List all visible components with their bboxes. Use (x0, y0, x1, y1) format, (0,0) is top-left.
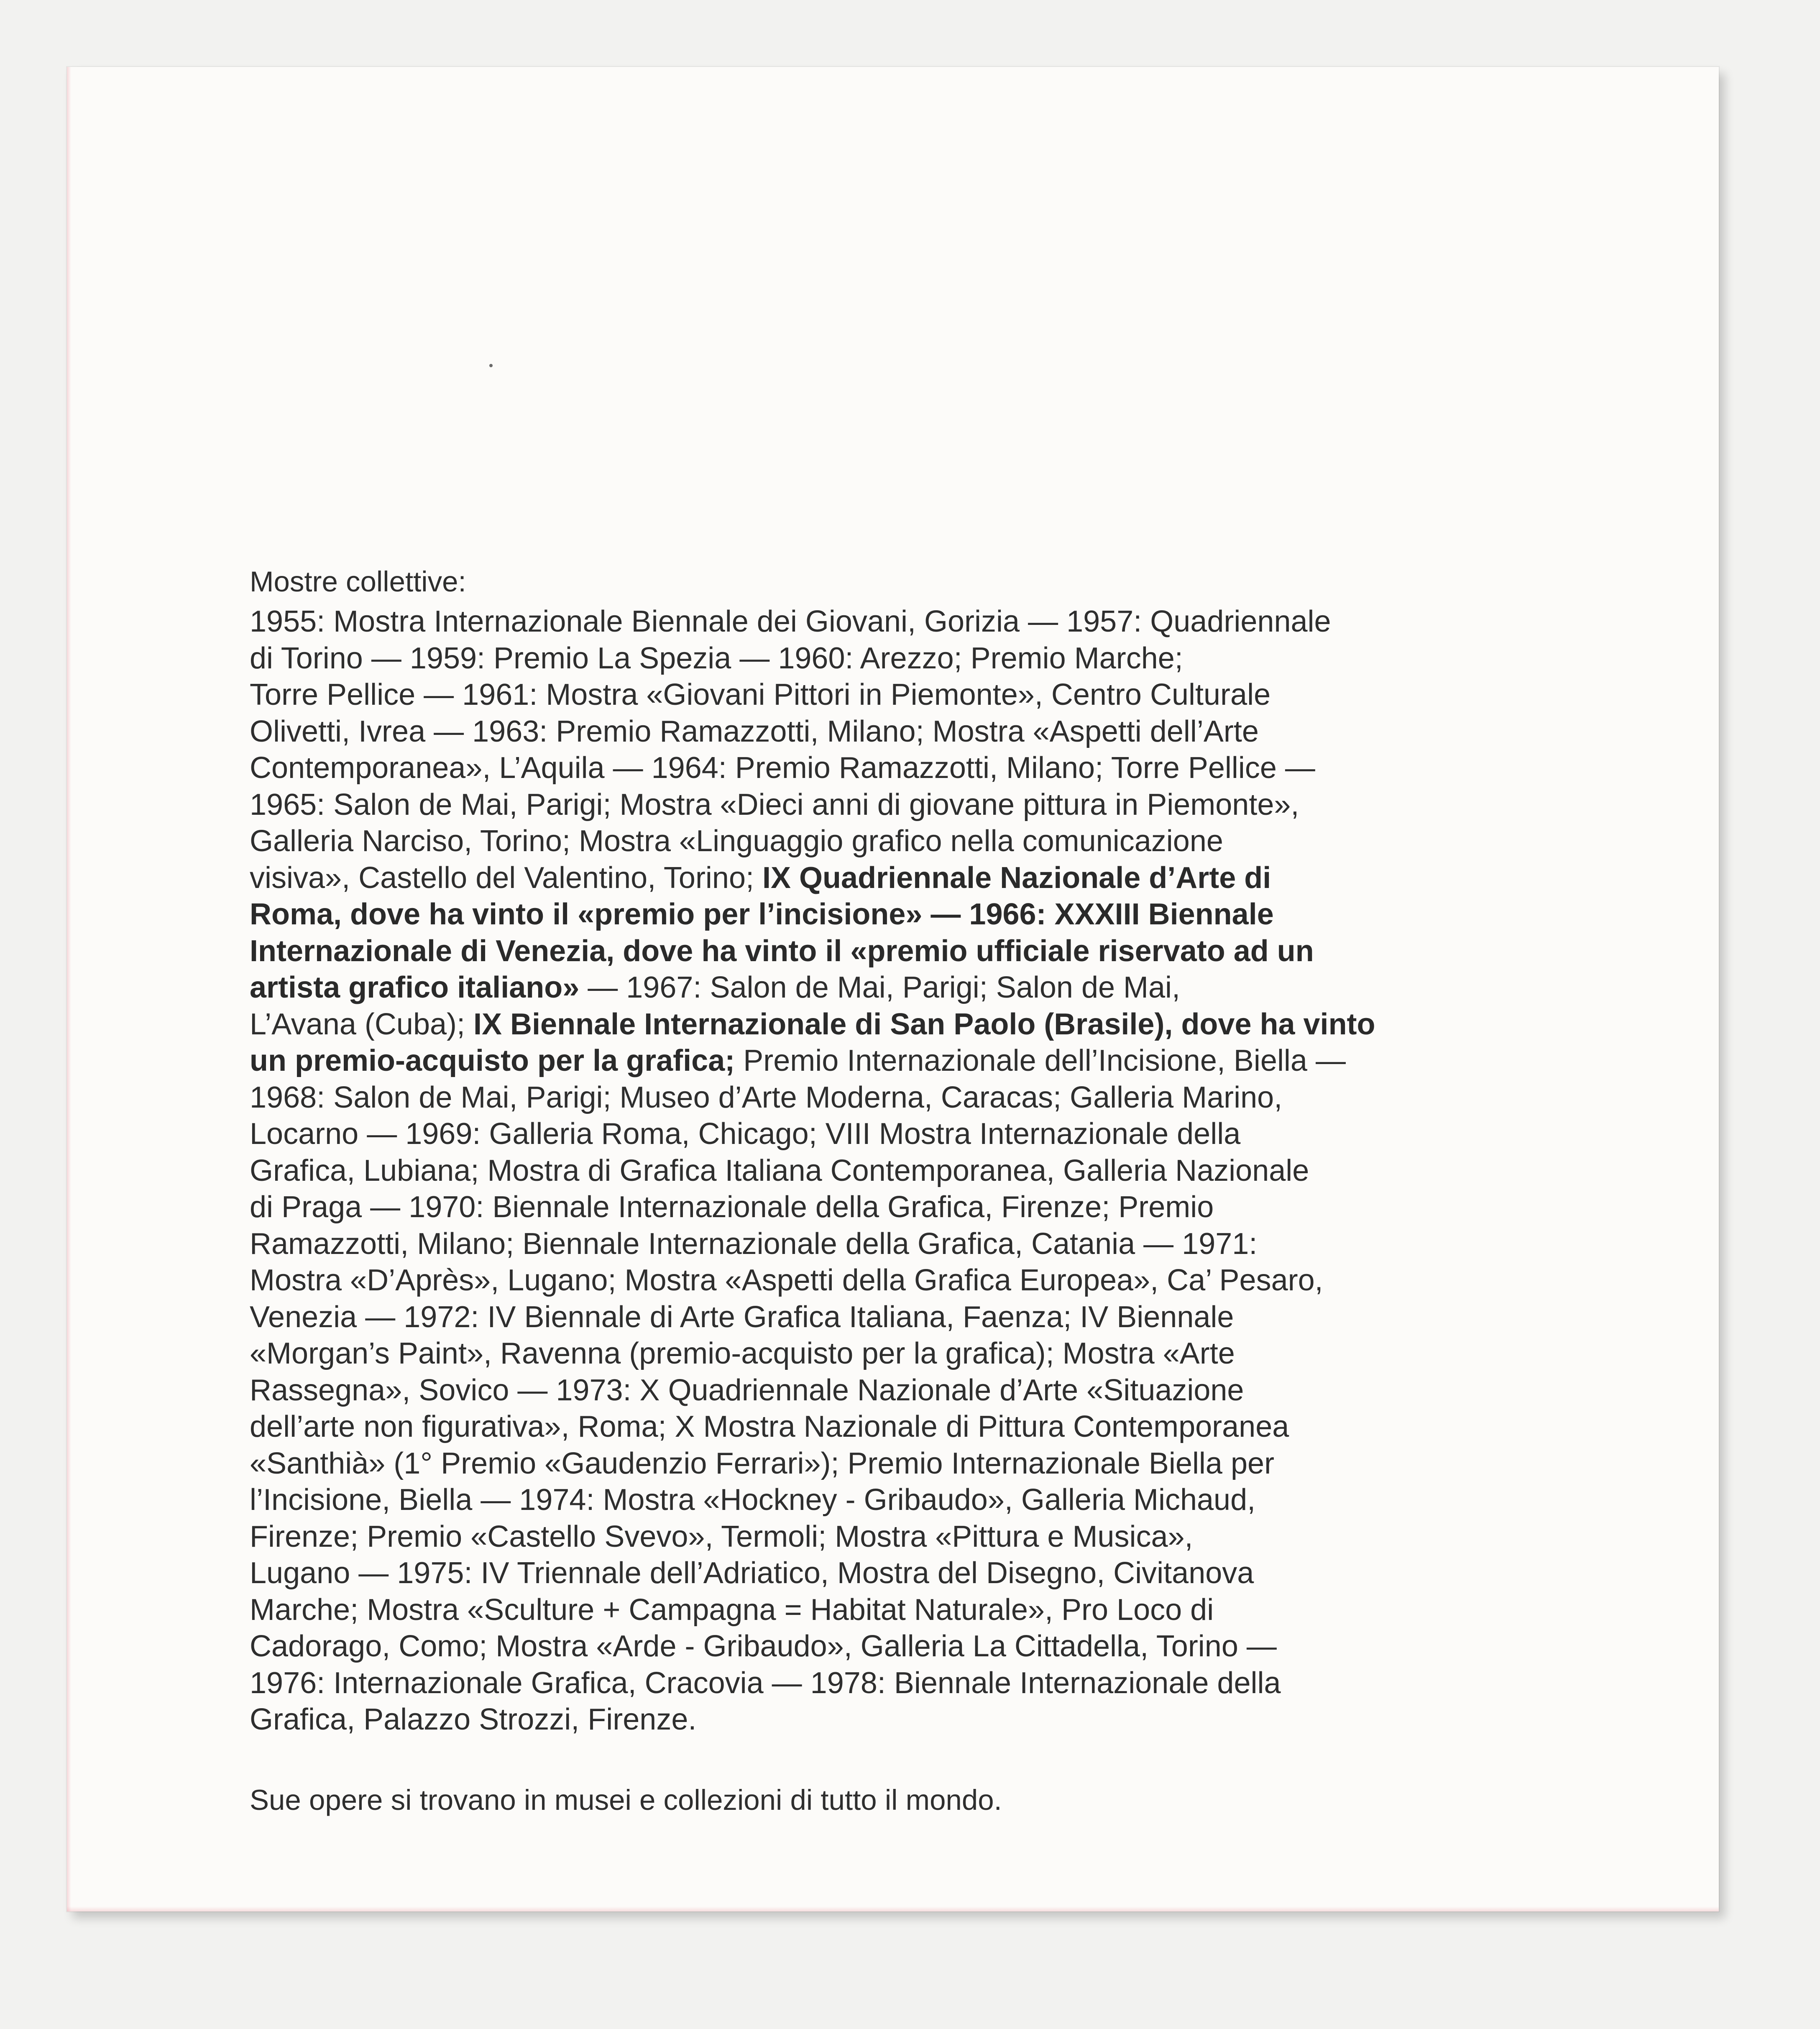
text-segment: Cadorago, Como; Mostra «Arde - Gribaudo», Galleria La Cittadella, Torino — (250, 1630, 1277, 1663)
text-line (250, 1372, 1638, 1409)
text-line (250, 1189, 1638, 1226)
text-segment: Locarno — 1969: Galleria Roma, Chicago; VIII Mostra Internazionale della (250, 1117, 1241, 1151)
bold-text-segment: IX Quadriennale Nazionale d’Arte di (762, 861, 1271, 895)
exhibitions-text-block (250, 563, 1638, 1819)
text-line (250, 933, 1638, 970)
text-line (250, 1519, 1638, 1556)
text-line (250, 714, 1638, 750)
paper-speck (489, 364, 493, 367)
text-line (250, 1701, 1638, 1738)
text-segment: Rassegna», Sovico — 1973: X Quadriennale Nazionale d’Arte «Situazione (250, 1373, 1244, 1407)
text-segment: «Santhià» (1° Premio «Gaudenzio Ferrari»); Premio Internazionale Biella per (250, 1446, 1275, 1480)
text-line (250, 677, 1638, 714)
text-line (250, 1262, 1638, 1299)
text-line (250, 1446, 1638, 1482)
closing-sentence: Sue opere si trovano in musei e collezioni di tutto il mondo. (250, 1783, 1002, 1816)
text-line (250, 1409, 1638, 1446)
section-heading: Mostre collettive: (250, 565, 466, 598)
bold-text-segment: IX Biennale Internazionale di San Paolo (Brasile), dove ha vinto (473, 1007, 1375, 1041)
text-segment: Marche; Mostra «Sculture + Campagna = Habitat Naturale», Pro Loco di (250, 1593, 1214, 1627)
text-segment: Grafica, Lubiana; Mostra di Grafica Italiana Contemporanea, Galleria Nazionale (250, 1154, 1309, 1187)
text-segment: 1965: Salon de Mai, Parigi; Mostra «Dieci anni di giovane pittura in Piemonte», (250, 788, 1299, 821)
text-line (250, 1592, 1638, 1629)
text-segment: visiva», Castello del Valentino, Torino; (250, 861, 763, 895)
text-segment: Premio Internazionale dell’Incisione, Biella — (735, 1044, 1346, 1077)
text-segment: Mostra «D’Après», Lugano; Mostra «Aspetti della Grafica Europea», Ca’ Pesaro, (250, 1264, 1323, 1297)
text-segment: Olivetti, Ivrea — 1963: Premio Ramazzotti, Milano; Mostra «Aspetti dell’Arte (250, 714, 1259, 748)
text-line (250, 970, 1638, 1006)
text-segment: — 1967: Salon de Mai, Parigi; Salon de Mai, (579, 971, 1181, 1004)
text-segment: Grafica, Palazzo Strozzi, Firenze. (250, 1703, 697, 1736)
bold-text-segment: Roma, dove ha vinto il «premio per l’incisione» — 1966: XXXIII Biennale (250, 898, 1274, 931)
text-segment: di Praga — 1970: Biennale Internazionale della Grafica, Firenze; Premio (250, 1190, 1214, 1224)
text-line (250, 896, 1638, 933)
text-line (250, 1555, 1638, 1592)
text-line (250, 640, 1638, 677)
text-line (250, 1299, 1638, 1336)
text-segment: l’Incisione, Biella — 1974: Mostra «Hockney - Gribaudo», Galleria Michaud, (250, 1483, 1256, 1517)
catalog-page (67, 67, 1719, 1911)
text-line (250, 1628, 1638, 1665)
text-line (250, 1665, 1638, 1702)
text-segment: Firenze; Premio «Castello Svevo», Termoli; Mostra «Pittura e Musica», (250, 1520, 1193, 1553)
text-line (250, 750, 1638, 787)
text-line (250, 823, 1638, 860)
text-segment: Venezia — 1972: IV Biennale di Arte Grafica Italiana, Faenza; IV Biennale (250, 1300, 1234, 1334)
text-line (250, 1336, 1638, 1372)
text-segment: Lugano — 1975: IV Triennale dell’Adriatico, Mostra del Disegno, Civitanova (250, 1556, 1254, 1590)
bold-text-segment: artista grafico italiano» (250, 971, 580, 1004)
bold-text-segment: un premio-acquisto per la grafica; (250, 1044, 735, 1077)
text-line (250, 604, 1638, 640)
text-line (250, 1153, 1638, 1190)
text-segment: Contemporanea», L’Aquila — 1964: Premio Ramazzotti, Milano; Torre Pellice — (250, 751, 1315, 785)
bold-text-segment: Internazionale di Venezia, dove ha vinto il «premio ufficiale riservato ad un (250, 934, 1314, 968)
text-segment: Galleria Narciso, Torino; Mostra «Linguaggio grafico nella comunicazione (250, 824, 1223, 858)
text-line (250, 860, 1638, 897)
text-segment: 1976: Internazionale Grafica, Cracovia — 1978: Biennale Internazionale della (250, 1666, 1281, 1700)
text-segment: dell’arte non figurativa», Roma; X Mostra Nazionale di Pittura Contemporanea (250, 1410, 1289, 1443)
text-segment: L’Avana (Cuba); (250, 1007, 474, 1041)
text-segment: Ramazzotti, Milano; Biennale Internazionale della Grafica, Catania — 1971: (250, 1227, 1258, 1261)
text-line (250, 1116, 1638, 1153)
exhibitions-paragraph (250, 604, 1638, 1738)
text-segment: «Morgan’s Paint», Ravenna (premio-acquisto per la grafica); Mostra «Arte (250, 1337, 1235, 1370)
text-line (250, 1080, 1638, 1116)
text-line (250, 1043, 1638, 1080)
text-segment: 1955: Mostra Internazionale Biennale dei Giovani, Gorizia — 1957: Quadriennale (250, 605, 1331, 638)
text-line (250, 1482, 1638, 1519)
text-segment: Torre Pellice — 1961: Mostra «Giovani Pittori in Piemonte», Centro Culturale (250, 678, 1271, 711)
text-segment: di Torino — 1959: Premio La Spezia — 1960: Arezzo; Premio Marche; (250, 641, 1183, 675)
text-line (250, 1226, 1638, 1263)
text-segment: 1968: Salon de Mai, Parigi; Museo d’Arte Moderna, Caracas; Galleria Marino, (250, 1080, 1283, 1114)
text-line (250, 1006, 1638, 1043)
text-line (250, 787, 1638, 824)
